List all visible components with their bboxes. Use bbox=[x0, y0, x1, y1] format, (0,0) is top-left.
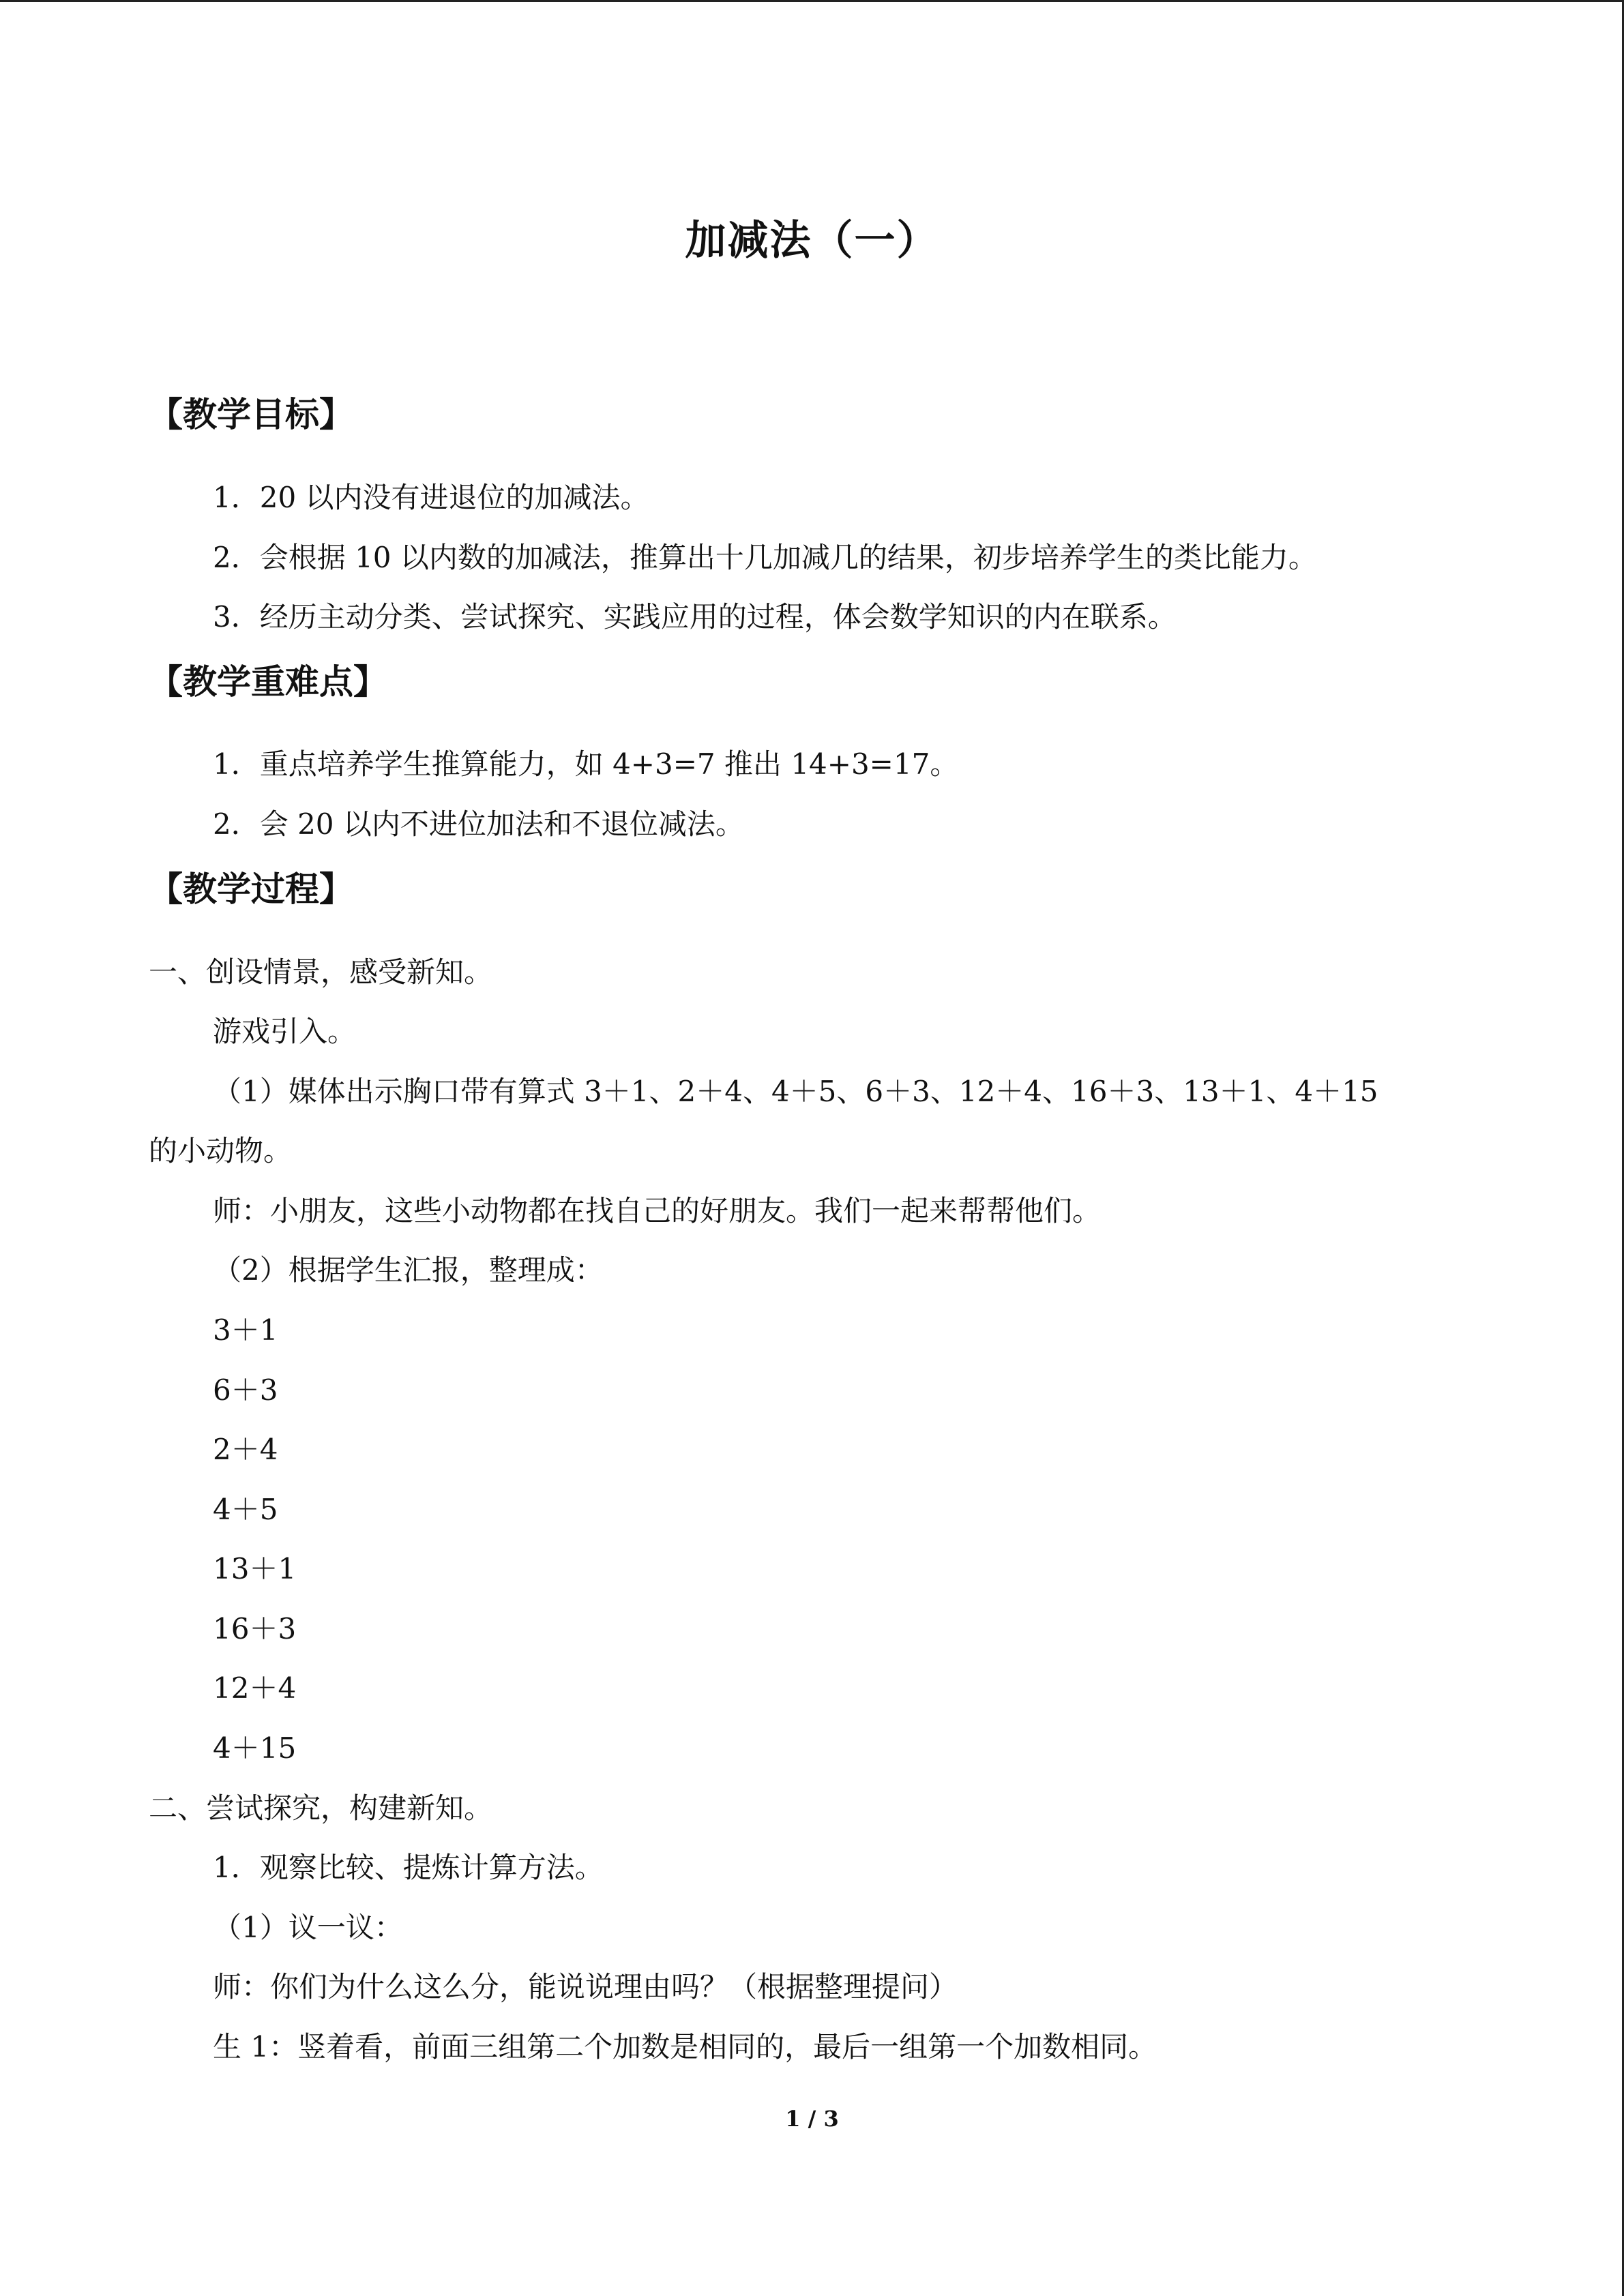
goal-item-1: 1．20 以内没有进退位的加减法。 bbox=[213, 481, 649, 514]
process-line: （1）议一议： bbox=[213, 1911, 403, 1944]
expression-line: 4＋15 bbox=[213, 1731, 297, 1765]
process-line: 二、尝试探究，构建新知。 bbox=[149, 1791, 493, 1825]
section-heading-goals: 【教学目标】 bbox=[149, 395, 353, 434]
page-number: 1 / 3 bbox=[785, 2106, 839, 2132]
process-line: （2）根据学生汇报，整理成： bbox=[213, 1253, 604, 1287]
process-line: 的小动物。 bbox=[149, 1134, 293, 1167]
section-heading-process: 【教学过程】 bbox=[149, 869, 353, 909]
keypoint-item-2: 2．会 20 以内不进位加法和不退位减法。 bbox=[213, 807, 744, 841]
process-line: 1．观察比较、提炼计算方法。 bbox=[213, 1851, 604, 1884]
goal-item-3: 3．经历主动分类、尝试探究、实践应用的过程，体会数学知识的内在联系。 bbox=[213, 600, 1177, 633]
section-heading-keypoints: 【教学重难点】 bbox=[149, 662, 387, 702]
expression-line: 13＋1 bbox=[213, 1552, 297, 1585]
expression-line: 4＋5 bbox=[213, 1493, 278, 1526]
document-title: 加减法（一） bbox=[685, 217, 939, 265]
keypoint-item-1: 1．重点培养学生推算能力，如 4+3=7 推出 14+3=17。 bbox=[213, 747, 959, 781]
process-line: （1）媒体出示胸口带有算式 3＋1、2＋4、4＋5、6＋3、12＋4、16＋3、13＋1、4＋15 bbox=[213, 1075, 1378, 1108]
expression-line: 16＋3 bbox=[213, 1612, 297, 1645]
expression-line: 2＋4 bbox=[213, 1433, 278, 1466]
process-line: 生 1：竖着看，前面三组第二个加数是相同的，最后一组第一个加数相同。 bbox=[213, 2030, 1157, 2063]
expression-line: 12＋4 bbox=[213, 1671, 297, 1705]
expression-line: 3＋1 bbox=[213, 1313, 278, 1347]
expression-line: 6＋3 bbox=[213, 1373, 278, 1407]
process-line: 师：小朋友，这些小动物都在找自己的好朋友。我们一起来帮帮他们。 bbox=[213, 1194, 1102, 1227]
goal-item-2: 2．会根据 10 以内数的加减法，推算出十几加减几的结果，初步培养学生的类比能力。 bbox=[213, 541, 1317, 574]
process-line: 一、创设情景，感受新知。 bbox=[149, 955, 493, 989]
process-line: 师：你们为什么这么分，能说说理由吗？（根据整理提问） bbox=[213, 1970, 958, 2003]
process-line: 游戏引入。 bbox=[213, 1015, 357, 1048]
